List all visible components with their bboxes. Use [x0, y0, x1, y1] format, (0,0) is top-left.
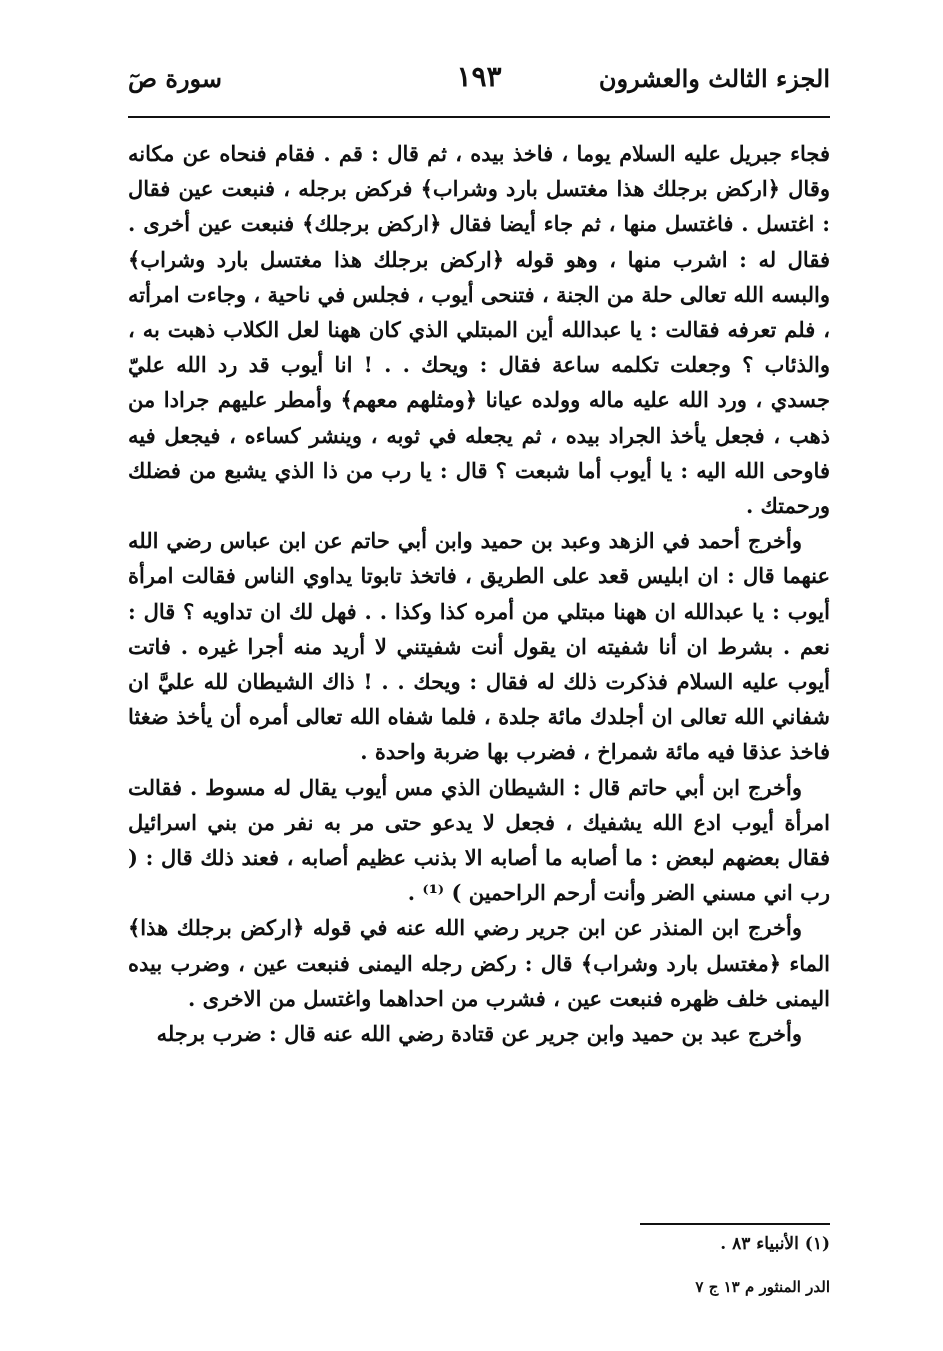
page-number: ١٩٣	[456, 60, 502, 93]
header-rule	[128, 116, 830, 118]
paragraph: وأخرج أحمد في الزهد وعبد بن حميد وابن أبي حاتم عن ابن عباس رضي الله عنهما قال : ان ابليس قعد على الطريق ، فاتخذ تابوتا يداوي الناس فقالت امرأة أيوب : يا عبدالله ان ههنا مبتلي من أمره كذا وكذا . . فهل لك ان تداويه ؟ قال : نعم . بشرط ان أنا شفيته ان يقول أنت شفيتني لا أريد منه أجرا غيره . فاتت أيوب عليه السلام فذكرت ذلك له فقال : ويحك . . ! ذاك الشيطان لله عليَّ ان شفاني الله تعالى ان أجلدك مائة جلدة ، فلما شفاه الله تعالى أمره أن يأخذ ضغثا فاخذ عذقا فيه مائة شمراخ ، فضرب بها ضربة واحدة .	[128, 528, 830, 765]
paragraph: فجاء جبريل عليه السلام يوما ، فاخذ بيده ، ثم قال : قم . فقام فنحاه عن مكانه وقال ﴿اركض برجلك هذا مغتسل بارد وشراب﴾ فركض برجله ، فنبعت عين فقال : اغتسل . فاغتسل منها ، ثم جاء أيضا فقال ﴿اركض برجلك﴾ فنبعت عين أخرى . فقال له : اشرب منها ، وهو قوله ﴿اركض برجلك هذا مغتسل بارد وشراب﴾ والبسه الله تعالى حلة من الجنة ، فتنحى أيوب ، فجلس في ناحية ، وجاءت امرأته ، فلم تعرفه فقالت : يا عبدالله أين المبتلي الذي كان ههنا لعل الكلاب ذهبت به ، والذئاب ؟ وجعلت تكلمه ساعة فقال : ويحك . . ! انا أيوب قد رد الله عليّ جسدي ، ورد الله عليه ماله وولده عيانا ﴿ومثلهم معهم﴾ وأمطر عليهم جرادا من ذهب ، فجعل يأخذ الجراد بيده ، ثم يجعله في ثوبه ، وينشر كساءه ، فيجعل فيه فاوحى الله اليه : يا أيوب أما شبعت ؟ قال : يا رب من ذا الذي يشبع من فضلك ورحمتك .	[128, 141, 830, 519]
main-text	[128, 136, 830, 1051]
footnote-rule	[640, 1223, 830, 1225]
surah-title: سورة صٓ	[128, 64, 223, 93]
paragraph: وأخرج ابن أبي حاتم قال : الشيطان الذي مس أيوب يقال له مسوط . فقالت امرأة أيوب ادع الله يشفيك ، فجعل لا يدعو حتى مر به نفر من بني اسرائيل فقال بعضهم لبعض : ما أصابه ما أصابه الا بذنب عظيم أصابه ، فعند ذلك قال : ( رب اني مسني الضر وأنت أرحم الراحمين ) ⁽¹⁾ .	[128, 774, 830, 906]
paragraph: وأخرج عبد بن حميد وابن جرير عن قتادة رضي الله عنه قال : ضرب برجله	[156, 1021, 802, 1047]
paragraph: وأخرج ابن المنذر عن ابن جرير رضي الله عنه في قوله ﴿اركض برجلك هذا﴾ الماء ﴿مغتسل بارد وشراب﴾ قال : ركض رجله اليمنى فنبعت عين ، وضرب بيده اليمنى خلف ظهره فنبعت عين ، فشرب من احداهما واغتسل من الاخرى .	[128, 915, 830, 1011]
footnote: (١) الأنبياء ٨٣ .	[720, 1234, 830, 1254]
running-header	[128, 58, 830, 102]
part-title: الجزء الثالث والعشرون	[598, 64, 830, 93]
printer-signature: الدر المنثور م ١٣ ج ٧	[695, 1278, 830, 1296]
